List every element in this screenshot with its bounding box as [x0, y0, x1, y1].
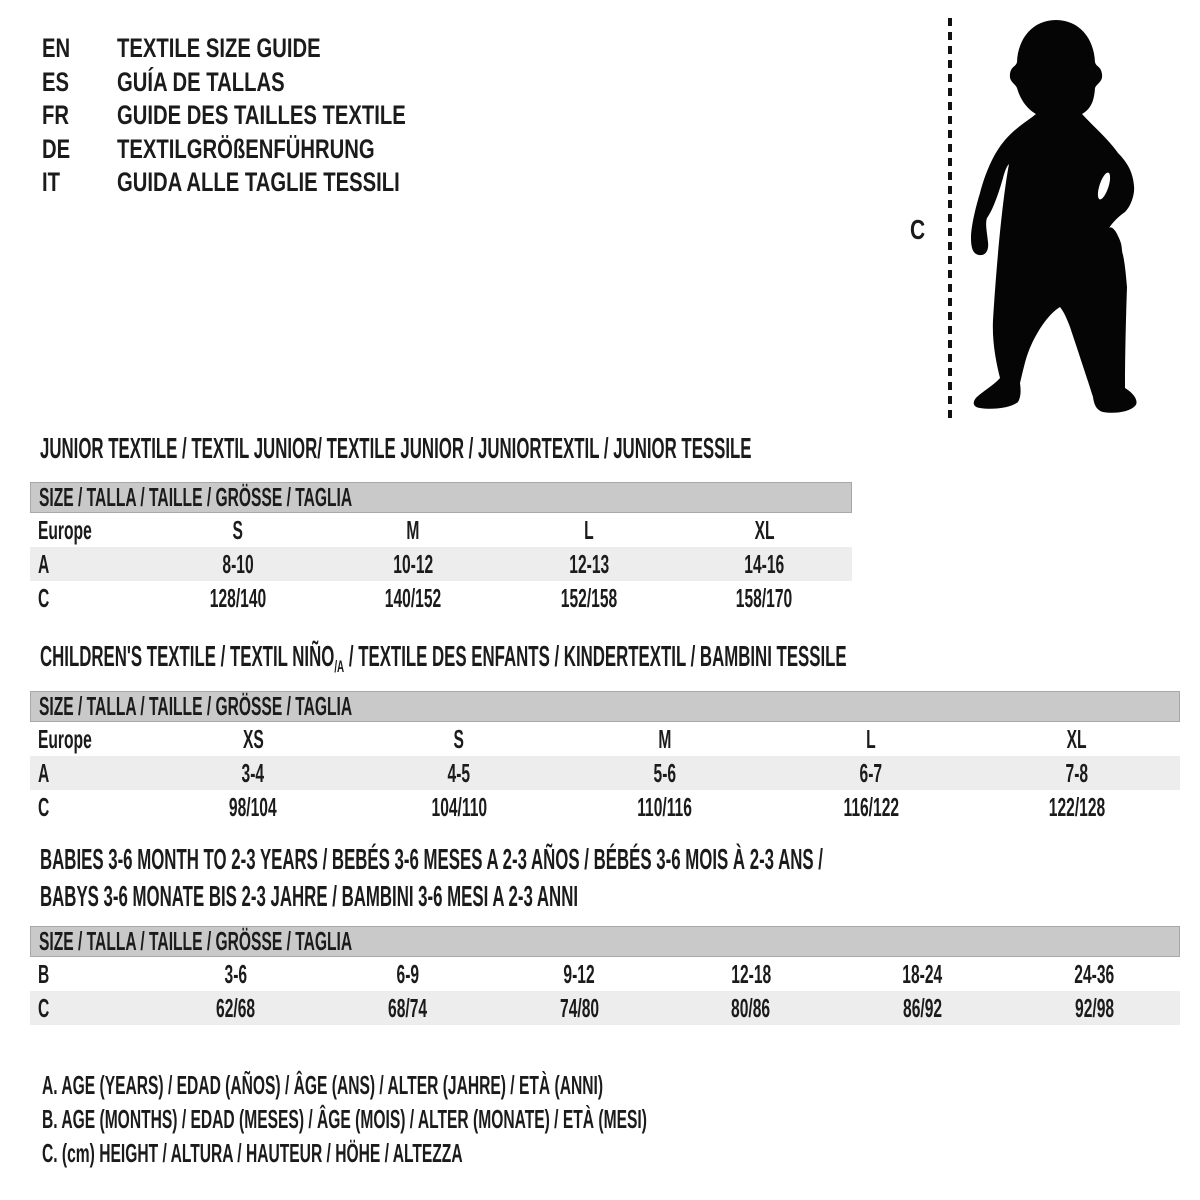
row-label: Europe: [38, 723, 92, 754]
language-row-es: [42, 66, 502, 100]
table-cell: 9-12: [563, 958, 595, 989]
section-title-children: CHILDREN'S TEXTILE / TEXTIL $NIÑO_{/A}$ / TEXTILE DES ENFANTS / KINDERTEXTIL / BAMBINI TESSILE: [40, 641, 847, 676]
row-label: A: [38, 757, 50, 788]
size-col-header: M: [658, 723, 672, 754]
table-cell: 3-4: [241, 757, 265, 788]
table-cell: 74/80: [559, 992, 599, 1023]
table-row-height: [30, 991, 1180, 1025]
table-cell: 152/158: [560, 582, 617, 613]
size-header-row: SIZE / TALLA / TAILLE / GRÖSSE / TAGLIA: [30, 691, 1180, 722]
babies-size-table: [30, 926, 1180, 1025]
guide-title-de: TEXTILGRÖßENFÜHRUNG: [117, 133, 375, 164]
section-title-babies-line1: BABIES 3-6 MONTH TO 2-3 YEARS / BEBÉS 3-6 MESES A 2-3 AÑOS / BÉBÉS 3-6 MOIS À 2-3 ANS /: [40, 844, 823, 876]
language-row-de: [42, 133, 502, 167]
table-cell: 24-36: [1074, 958, 1115, 989]
table-cell: 128/140: [209, 582, 266, 613]
junior-size-table: [30, 482, 852, 615]
legend-line-a: A. AGE (YEARS) / EDAD (AÑOS) / ÂGE (ANS) / ALTER (JAHRE) / ETÀ (ANNI): [42, 1069, 604, 1100]
measurement-legend: [42, 1068, 1050, 1170]
table-row-height: [30, 790, 1180, 824]
guide-title-fr: GUIDE DES TAILLES TEXTILE: [117, 100, 406, 131]
table-row-age: [30, 547, 852, 581]
table-cell: 62/68: [216, 992, 256, 1023]
size-col-header: S: [232, 514, 243, 545]
nino-a-subscript: /A: [334, 657, 345, 676]
table-cell: 158/170: [736, 582, 793, 613]
table-cell: 12-13: [568, 548, 609, 579]
language-code: FR: [42, 100, 69, 131]
table-cell: 6-9: [396, 958, 419, 989]
table-cell: 80/86: [731, 992, 771, 1023]
guide-title-es: GUÍA DE TALLAS: [117, 66, 285, 97]
table-cell: 122/128: [1048, 791, 1106, 822]
guide-title-it: GUIDA ALLE TAGLIE TESSILI: [117, 167, 400, 198]
language-row-it: [42, 166, 502, 200]
section-title-babies-line2: BABYS 3-6 MONATE BIS 2-3 JAHRE / BAMBINI 3-6 MESI A 2-3 ANNI: [40, 881, 579, 913]
size-col-header: XS: [242, 723, 264, 754]
language-row-en: [42, 32, 502, 66]
table-cell: 110/116: [637, 791, 693, 822]
table-cell: 92/98: [1074, 992, 1114, 1023]
table-cell: 68/74: [387, 992, 428, 1023]
table-cell: 12-18: [730, 958, 771, 989]
legend-line-b: B. AGE (MONTHS) / EDAD (MESES) / ÂGE (MOIS) / ALTER (MONATE) / ETÀ (MESI): [42, 1103, 647, 1134]
table-row-age: [30, 756, 1180, 790]
table-cell: 140/152: [385, 582, 442, 613]
row-label: Europe: [38, 514, 92, 545]
size-header-row: SIZE / TALLA / TAILLE / GRÖSSE / TAGLIA: [30, 926, 1180, 957]
table-cell: 104/110: [431, 791, 487, 822]
row-label: C: [38, 582, 50, 613]
language-code: ES: [42, 66, 70, 97]
size-col-header: M: [406, 514, 420, 545]
language-code: DE: [42, 133, 71, 164]
size-header-row: SIZE / TALLA / TAILLE / GRÖSSE / TAGLIA: [30, 482, 852, 513]
height-measure-dashed-line: [946, 18, 954, 423]
table-cell: 86/92: [903, 992, 943, 1023]
table-cell: 5-6: [653, 757, 677, 788]
size-col-header: XL: [1067, 723, 1087, 754]
table-row-height: [30, 581, 852, 615]
size-col-header: S: [453, 723, 465, 754]
language-title-list: [42, 32, 502, 200]
table-cell: 14-16: [744, 548, 785, 579]
table-row-europe: [30, 513, 852, 547]
legend-line-c: C. (cm) HEIGHT / ALTURA / HAUTEUR / HÖHE / ALTEZZA: [42, 1137, 463, 1168]
table-cell: 7-8: [1065, 757, 1089, 788]
row-label: A: [38, 548, 50, 579]
table-cell: 98/104: [229, 791, 277, 822]
table-cell: 116/122: [843, 791, 899, 822]
table-cell: 18-24: [902, 958, 943, 989]
guide-title-en: TEXTILE SIZE GUIDE: [117, 33, 321, 64]
table-cell: 3-6: [224, 958, 248, 989]
language-row-fr: [42, 99, 502, 133]
table-cell: 6-7: [859, 757, 883, 788]
table-cell: 10-12: [393, 548, 434, 579]
row-label: C: [38, 791, 50, 822]
table-row-europe: [30, 722, 1180, 756]
language-code: IT: [42, 167, 60, 198]
table-cell: 8-10: [222, 548, 254, 579]
row-label: C: [38, 992, 50, 1023]
language-code: EN: [42, 33, 71, 64]
size-col-header: L: [866, 723, 876, 754]
table-row-months: [30, 957, 1180, 991]
children-size-table: [30, 691, 1180, 824]
measure-label-c: C: [910, 214, 926, 245]
table-cell: 4-5: [447, 757, 471, 788]
row-label: B: [38, 958, 50, 989]
toddler-silhouette-icon: [963, 16, 1143, 421]
section-title-junior: JUNIOR TEXTILE / TEXTIL JUNIOR/ TEXTILE JUNIOR / JUNIORTEXTIL / JUNIOR TESSILE: [40, 433, 752, 465]
size-col-header: XL: [754, 514, 775, 545]
size-col-header: L: [583, 514, 594, 545]
